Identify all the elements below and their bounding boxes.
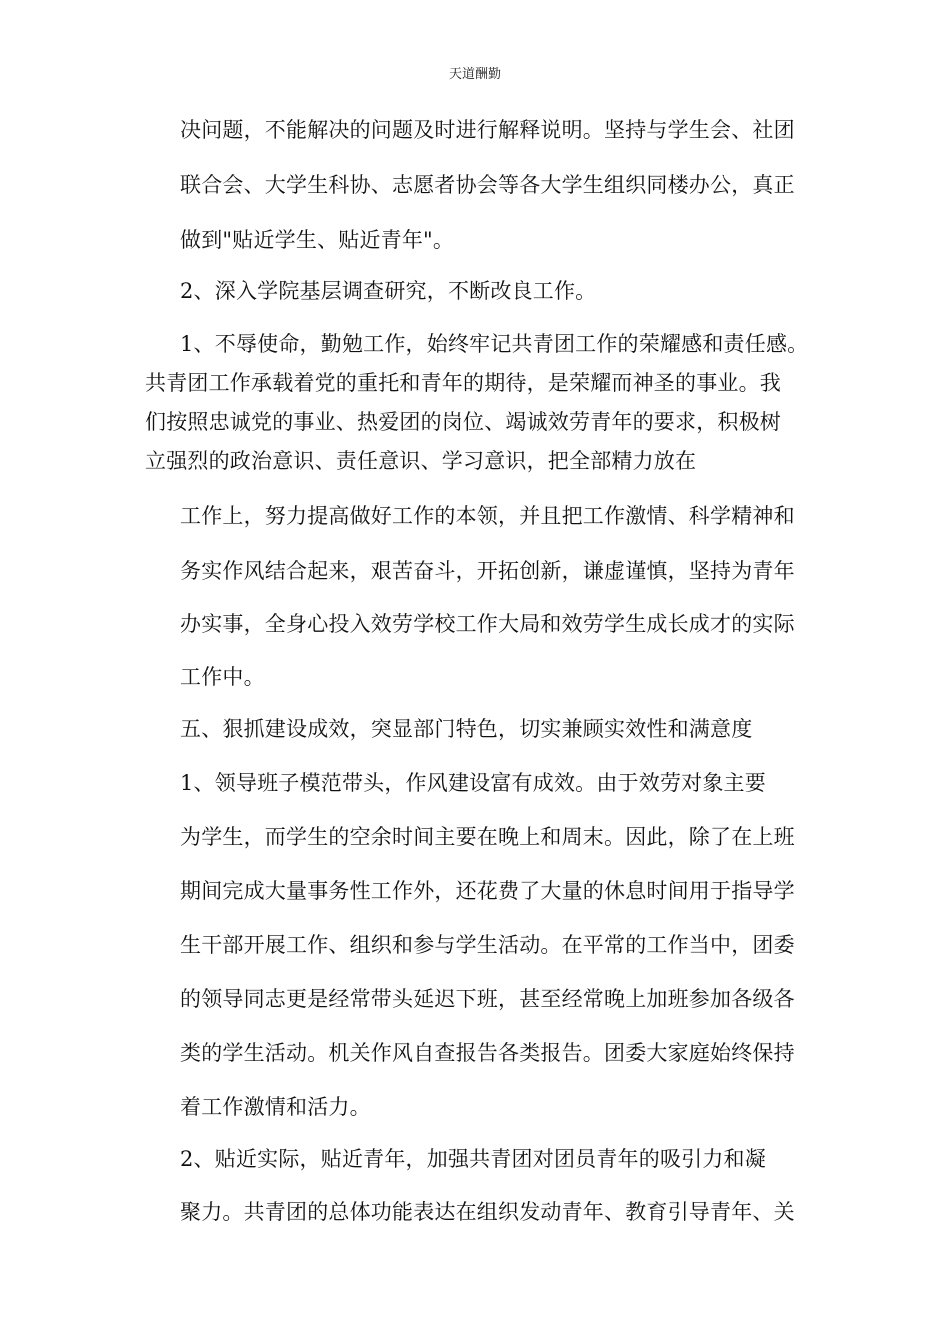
- text-line: 工作中。: [180, 665, 265, 689]
- text-line: 1、不辱使命，勤勉工作，始终牢记共青团工作的荣耀感和责任感。: [180, 332, 809, 356]
- text-line: 们按照忠诚党的事业、热爱团的岗位、竭诚效劳青年的要求，积极树: [145, 410, 781, 434]
- text-line: 联合会、大学生科协、志愿者协会等各大学生组织同楼办公，真正: [180, 173, 795, 197]
- text-line: 2、深入学院基层调查研究，不断改良工作。: [180, 279, 597, 303]
- text-line: 立强烈的政治意识、责任意识、学习意识，把全部精力放在: [145, 449, 697, 473]
- text-line: 决问题，不能解决的问题及时进行解释说明。坚持与学生会、社团: [180, 118, 795, 142]
- text-line: 聚力。共青团的总体功能表达在组织发动青年、教育引导青年、关: [180, 1200, 795, 1224]
- text-line: 办实事，全身心投入效劳学校工作大局和效劳学生成长成才的实际: [180, 612, 795, 636]
- text-line: 做到"贴近学生、贴近青年"。: [180, 228, 455, 252]
- text-line: 生干部开展工作、组织和参与学生活动。在平常的工作当中，团委: [180, 933, 795, 957]
- text-line: 1、领导班子模范带头，作风建设富有成效。由于效劳对象主要: [180, 771, 766, 795]
- text-line: 务实作风结合起来，艰苦奋斗，开拓创新，谦虚谨慎，坚持为青年: [180, 559, 795, 583]
- page-header: 天道酬勤: [448, 67, 501, 82]
- text-line: 工作上，努力提高做好工作的本领，并且把工作激情、科学精神和: [180, 504, 795, 528]
- text-line: 的领导同志更是经常带头延迟下班，甚至经常晚上加班参加各级各: [180, 987, 795, 1011]
- text-line: 类的学生活动。机关作风自查报告各类报告。团委大家庭始终保持: [180, 1041, 795, 1065]
- text-line: 期间完成大量事务性工作外，还花费了大量的休息时间用于指导学: [180, 879, 795, 903]
- text-line: 共青团工作承载着党的重托和青年的期待，是荣耀而神圣的事业。我: [145, 371, 781, 395]
- text-line: 着工作激情和活力。: [180, 1095, 371, 1119]
- section-heading: 五、狠抓建设成效，突显部门特色，切实兼顾实效性和满意度: [180, 717, 753, 741]
- text-line: 为学生，而学生的空余时间主要在晚上和周末。因此，除了在上班: [180, 825, 795, 849]
- text-line: 2、贴近实际，贴近青年，加强共青团对团员青年的吸引力和凝: [180, 1147, 766, 1171]
